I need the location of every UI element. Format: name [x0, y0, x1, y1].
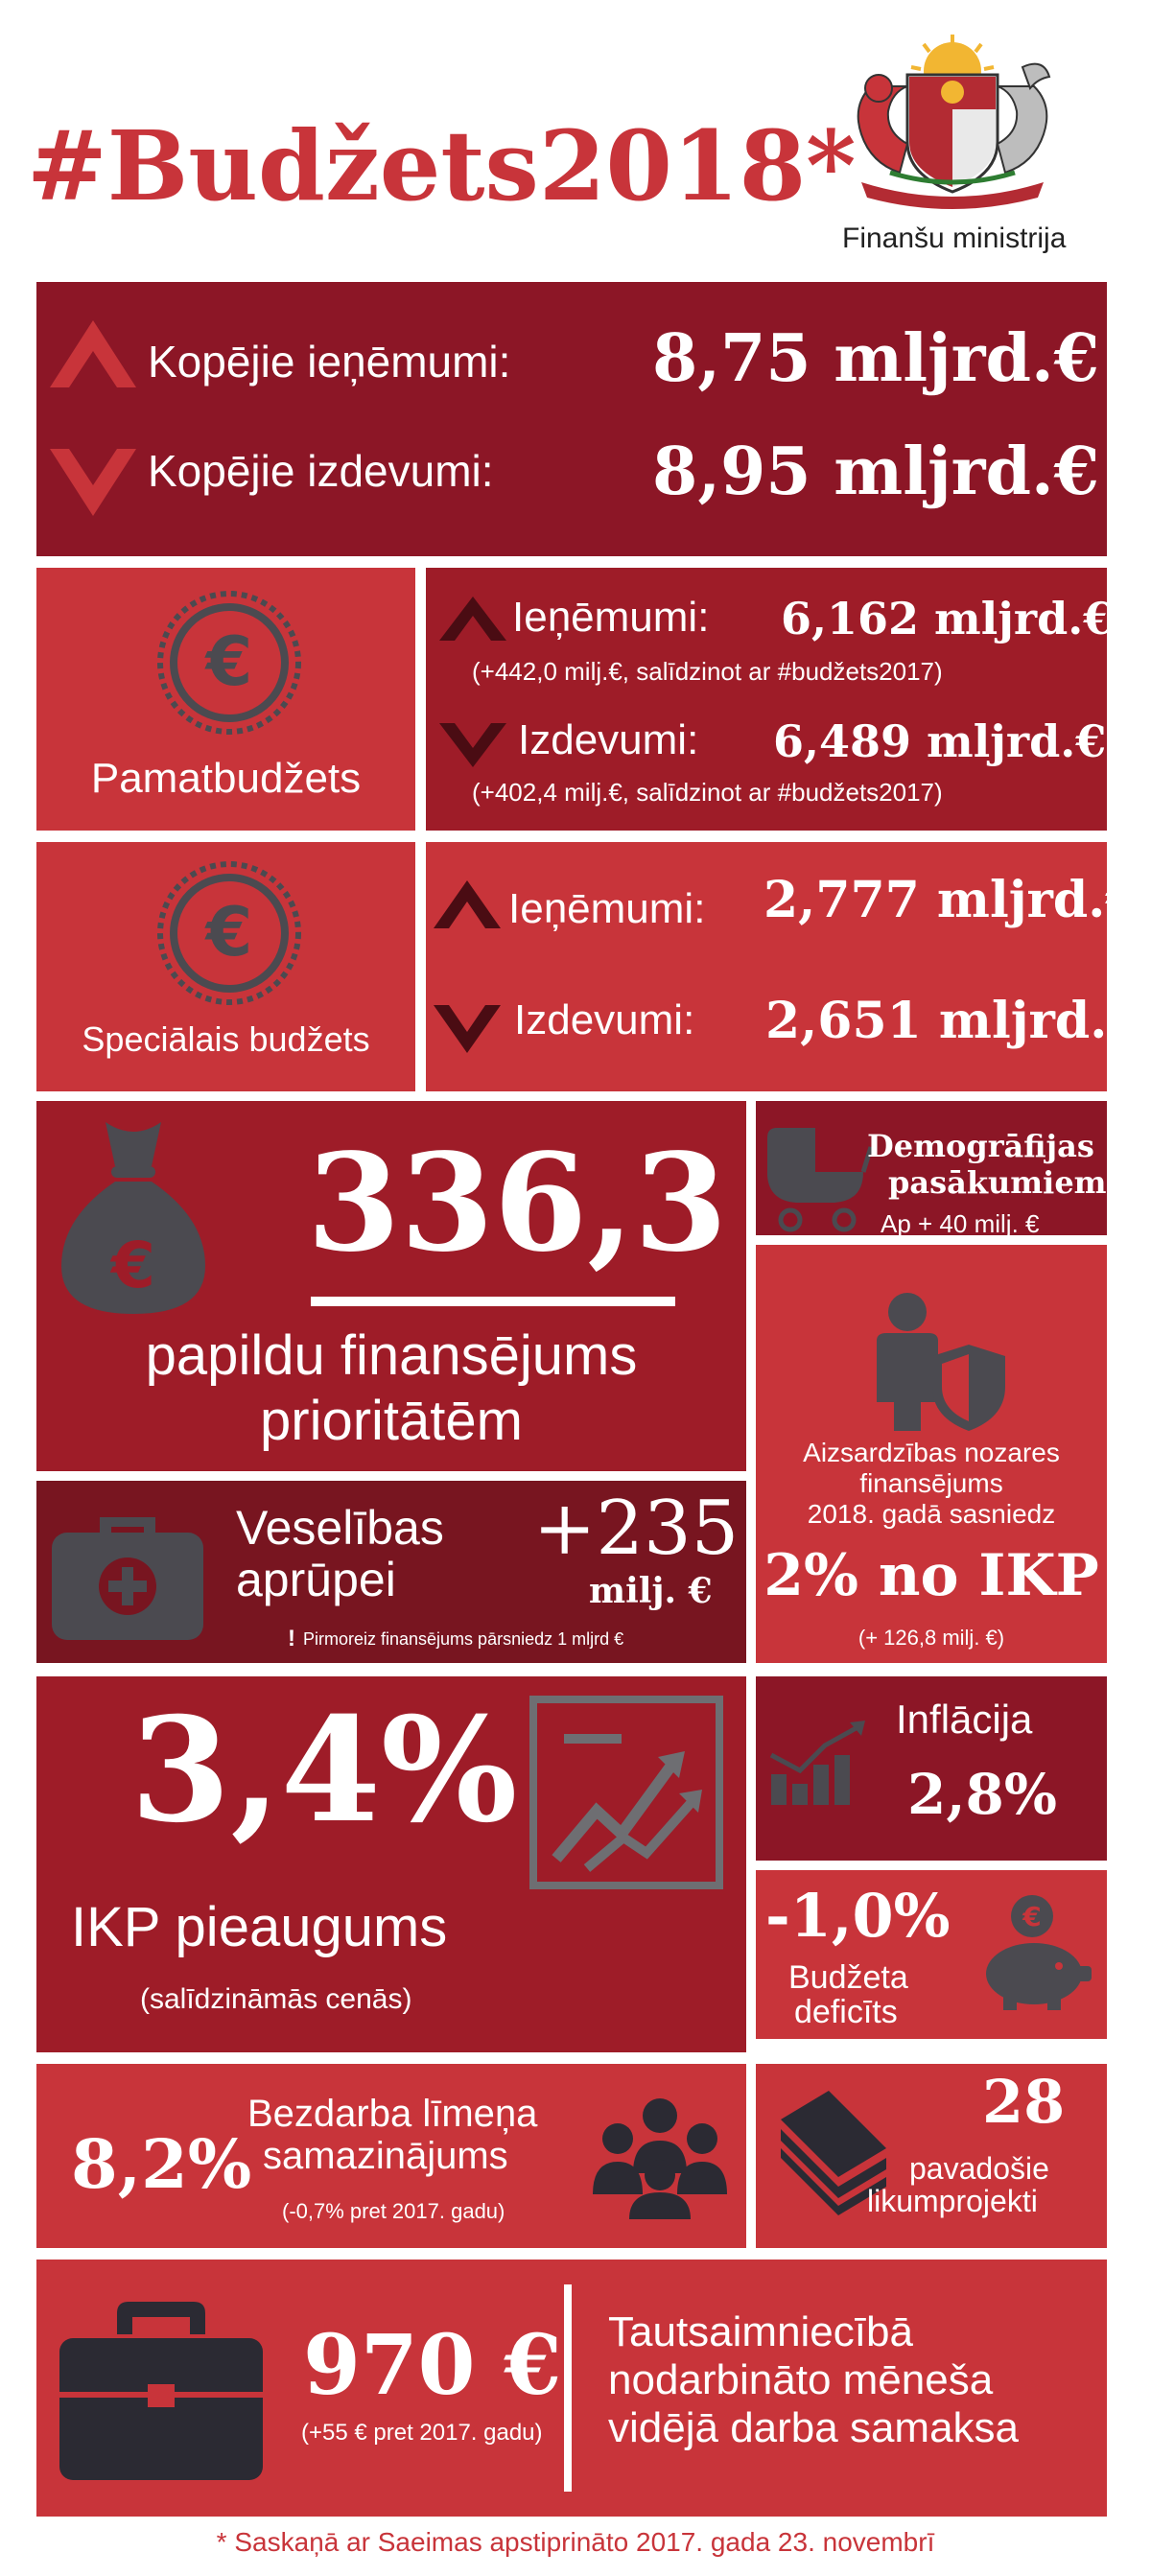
total-expense-value: 8,95 mljrd.€ [652, 433, 1100, 510]
priorities-value: 336,3 [307, 1125, 728, 1282]
health-unit: milj. € [589, 1571, 713, 1611]
salary-line1: Tautsaimniecībā [608, 2308, 913, 2355]
health-line1: Veselības [236, 1501, 444, 1555]
svg-text:€: € [205, 622, 253, 701]
unemployment-line1: Bezdarba līmeņa [247, 2093, 538, 2135]
health-value: +235 [533, 1486, 740, 1572]
special-revenue-value: 2,777 mljrd.€ [763, 871, 1140, 929]
bills-line1: pavadošie [909, 2151, 1049, 2186]
page-title: #Budžets2018* [27, 109, 857, 222]
salary-line3: vidējā darba samaksa [608, 2404, 1020, 2451]
priorities-underline [311, 1297, 675, 1306]
priorities-line2: prioritātēm [260, 1390, 523, 1452]
defense-line1: Aizsardzības nozares [803, 1438, 1060, 1467]
deficit-line1: Budžeta [788, 1959, 908, 1996]
basic-expense-label: Izdevumi: [518, 716, 699, 763]
demography-amount: Ap + 40 milj. € [881, 1209, 1040, 1238]
down-arrow-icon [434, 1005, 501, 1053]
down-arrow-icon [439, 723, 506, 767]
people-group-icon [591, 2095, 729, 2221]
unemployment-note: (-0,7% pret 2017. gadu) [282, 2199, 505, 2223]
piggy-bank-icon [975, 1893, 1095, 2012]
deficit-value: -1,0% [765, 1881, 951, 1951]
salary-value: 970 € [303, 2317, 562, 2414]
total-revenue-value: 8,75 mljrd.€ [652, 320, 1100, 397]
ministry-name: Finanšu ministrija [842, 222, 1067, 254]
defense-note: (+ 126,8 milj. €) [857, 1626, 1005, 1650]
first-aid-kit-icon [48, 1510, 207, 1644]
svg-text:€: € [1022, 1901, 1042, 1932]
demography-line1: Demogrāfijas [867, 1128, 1094, 1164]
total-revenue-label: Kopējie ieņēmumi: [148, 337, 511, 386]
demography-line2: pasākumiem [888, 1164, 1107, 1201]
basic-revenue-label: Ieņēmumi: [512, 594, 710, 641]
basic-budget-label: Pamatbudžets [90, 755, 362, 802]
up-arrow-icon [50, 320, 136, 387]
up-arrow-icon [434, 880, 501, 928]
unemployment-value: 8,2% [71, 2124, 252, 2204]
special-budget-label: Speciālais budžets [82, 1019, 370, 1059]
health-line2: aprūpei [236, 1553, 396, 1606]
special-revenue-label: Ieņēmumi: [508, 885, 706, 932]
briefcase-icon [56, 2292, 267, 2484]
gdp-value: 3,4% [130, 1686, 518, 1855]
coat-of-arms-logo [833, 29, 1072, 211]
euro-coin-icon [157, 591, 301, 735]
soldier-shield-icon [863, 1287, 1007, 1431]
svg-text:€: € [111, 1229, 155, 1302]
money-bag-icon [52, 1112, 215, 1323]
gdp-note: (salīdzināmās cenās) [140, 1983, 412, 2015]
total-expense-label: Kopējie izdevumi: [148, 446, 494, 496]
bar-chart-icon [767, 1717, 867, 1805]
euro-coin-icon [157, 861, 301, 1005]
salary-divider [564, 2284, 572, 2492]
basic-expense-note: (+402,4 milj.€, salīdzinot ar #budžets2017) [472, 778, 943, 807]
bills-line2: likumprojekti [867, 2184, 1038, 2218]
down-arrow-icon [50, 449, 136, 516]
defense-value: 2% no IKP [763, 1542, 1099, 1609]
footnote: * Saskaņā ar Saeimas apstiprināto 2017. gada 23. novembrī [216, 2527, 935, 2557]
svg-text:€: € [205, 893, 253, 972]
special-expense-value: 2,651 mljrd.€ [765, 992, 1142, 1050]
basic-expense-value: 6,489 mljrd.€ [773, 715, 1107, 767]
priorities-line1: papildu finansējums [145, 1324, 638, 1387]
deficit-line2: deficīts [794, 1994, 898, 2030]
up-arrow-icon [439, 597, 506, 641]
special-expense-label: Izdevumi: [514, 996, 695, 1043]
growth-chart-icon [529, 1696, 723, 1889]
baby-stroller-icon [758, 1118, 873, 1233]
health-note-mark: ! [288, 1626, 295, 1651]
bills-value: 28 [982, 2067, 1066, 2137]
unemployment-line2: samazinājums [263, 2135, 508, 2177]
inflation-value: 2,8% [907, 1762, 1058, 1827]
basic-revenue-value: 6,162 mljrd.€ [781, 593, 1115, 644]
defense-line2: finansējums [859, 1468, 1003, 1498]
basic-revenue-note: (+442,0 milj.€, salīdzinot ar #budžets2017) [472, 657, 943, 686]
salary-note: (+55 € pret 2017. gadu) [301, 2420, 543, 2446]
defense-line3: 2018. gadā sasniedz [807, 1499, 1056, 1529]
gdp-label: IKP pieaugums [71, 1896, 448, 1958]
health-note: Pirmoreiz finansējums pārsniedz 1 mljrd € [303, 1629, 624, 1649]
salary-line2: nodarbināto mēneša [608, 2356, 994, 2403]
inflation-label: Inflācija [896, 1697, 1033, 1742]
